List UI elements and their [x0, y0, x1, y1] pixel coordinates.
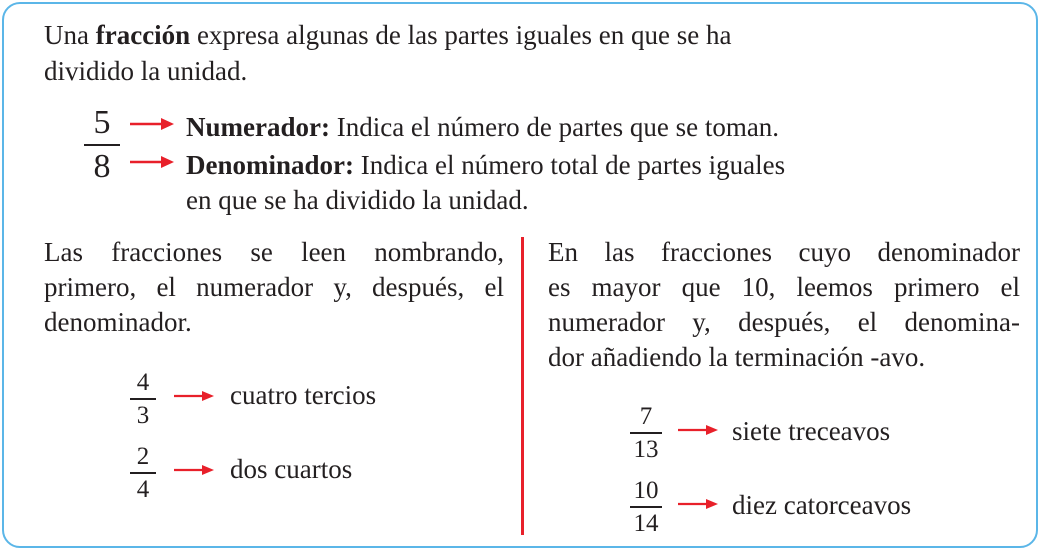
reading-text: cuatro tercios	[230, 380, 377, 410]
denominator-description: Indica el número total de partes iguales	[354, 150, 786, 180]
fraction-bar	[630, 506, 662, 508]
arrow-icon	[678, 424, 718, 436]
left-column-text	[44, 235, 504, 340]
fraction-10-14	[630, 478, 662, 536]
column-divider	[521, 237, 524, 535]
example-numerator: 5	[93, 104, 111, 141]
left-text-line: denominador.	[44, 307, 192, 337]
intro-bold-word: fracción	[95, 20, 191, 50]
intro-text-before: Una	[44, 20, 96, 50]
reading-text: diez catorceavos	[732, 490, 912, 520]
denominator-description-2: en que se ha dividido la unidad.	[186, 185, 529, 215]
arrow-icon	[174, 390, 214, 402]
fraction-numerator: 7	[639, 403, 653, 430]
right-text-line: dor añadiendo la terminación -avo.	[548, 342, 926, 372]
fraction-bar	[84, 144, 120, 146]
fraction-bar	[130, 398, 156, 400]
fraction-2-4	[130, 444, 156, 502]
fraction-numerator: 2	[136, 443, 150, 470]
fraction-7-13	[630, 404, 662, 462]
fraction-bar	[130, 472, 156, 474]
fraction-denominator: 3	[136, 402, 150, 429]
right-text-line: numerador y, después, el denomina-	[548, 307, 1020, 337]
numerator-definition	[186, 110, 779, 144]
left-text-line: primero, el numerador y, después, el	[44, 272, 504, 302]
fraction-4-3	[130, 370, 156, 428]
example-fraction	[84, 106, 120, 184]
intro-line-2: dividido la unidad.	[44, 56, 248, 86]
example-denominator: 8	[93, 148, 111, 185]
fraction-bar	[630, 432, 662, 434]
fraction-denominator: 13	[633, 436, 659, 463]
fraction-numerator: 10	[633, 477, 659, 504]
fraction-denominator: 14	[633, 510, 659, 537]
arrow-icon	[174, 464, 214, 476]
arrow-icon	[130, 117, 174, 131]
numerator-description: Indica el número de partes que se toman.	[329, 112, 780, 142]
right-text-line: En las fracciones cuyo denominador	[548, 237, 1020, 267]
reading-text: dos cuartos	[230, 454, 353, 484]
reading-text: siete treceavos	[732, 416, 891, 446]
arrow-icon	[130, 155, 174, 169]
left-text-line: Las fracciones se leen nombrando,	[44, 237, 504, 267]
fraction-numerator: 4	[136, 369, 150, 396]
right-column-text	[548, 235, 1020, 375]
intro-text-after: expresa algunas de las partes iguales en que se ha	[190, 20, 732, 50]
fraction-denominator: 4	[136, 476, 150, 503]
intro-line-1	[44, 18, 732, 52]
numerator-label: Numerador:	[186, 112, 330, 142]
right-text-line: es mayor que 10, leemos primero el	[548, 272, 1020, 302]
arrow-icon	[678, 498, 718, 510]
denominator-label: Denominador:	[186, 150, 354, 180]
denominator-definition	[186, 148, 785, 182]
